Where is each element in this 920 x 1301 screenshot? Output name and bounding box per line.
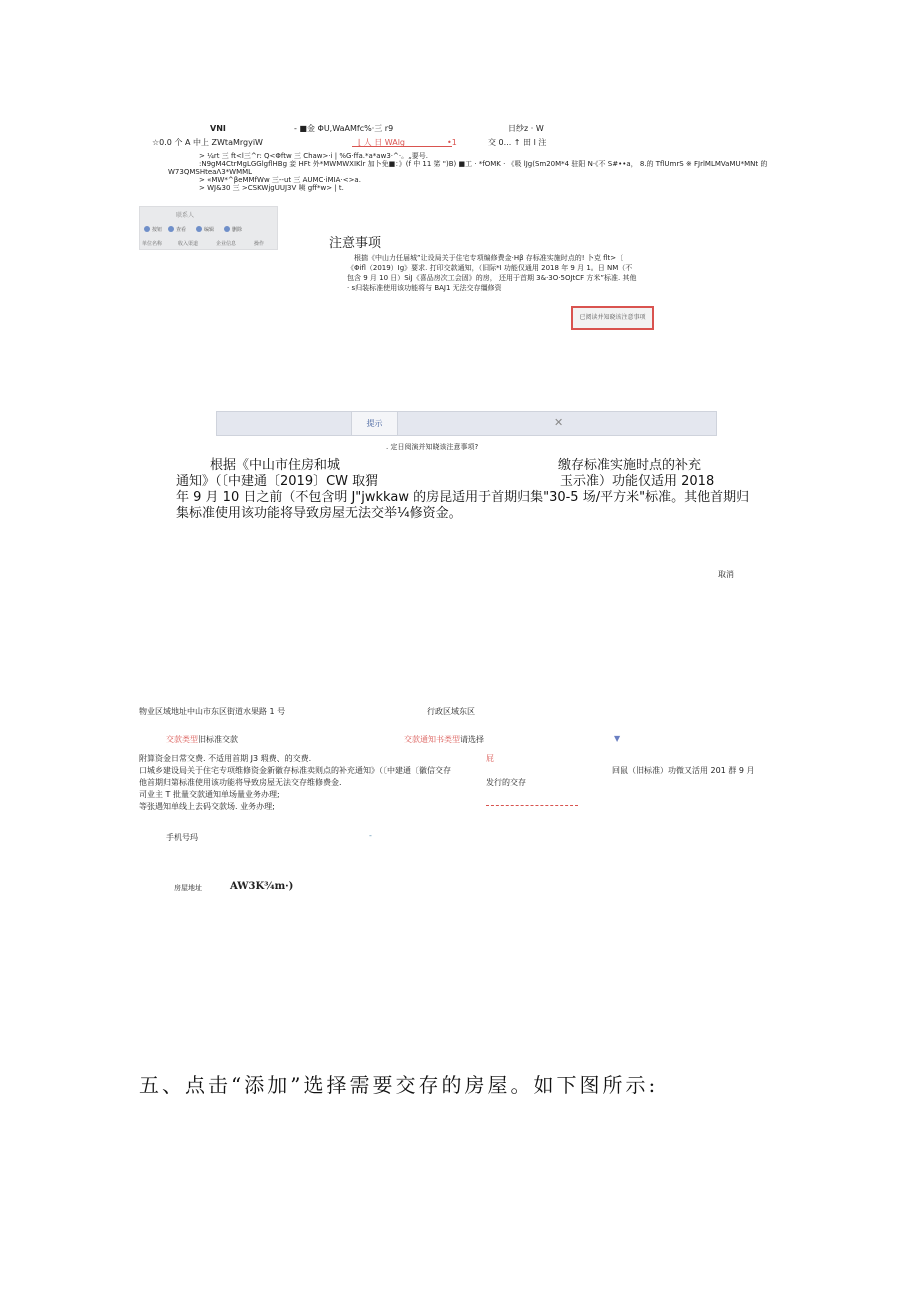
note-line-4: 司业主 T 批量交款通知单场量业务办理; <box>139 790 280 799</box>
address-value: 中山市东区街道水果路 1 号 <box>187 707 286 716</box>
header-link-badge: •1 <box>447 138 457 147</box>
confirm-read-button[interactable]: 已阅读并知晓该注意事项 <box>571 306 654 330</box>
note-line-5: 等张遇知单线上去码交款场. 业务办理; <box>139 802 275 811</box>
step-instruction: 五、点击“添加”选择需要交存的房屋。如下图所示: <box>139 1073 659 1097</box>
thumbnail-bottom-label: 收入渠道 <box>178 241 199 247</box>
pay-type-value[interactable]: 旧标准交款 <box>198 735 238 744</box>
close-icon[interactable]: ✕ <box>554 416 564 429</box>
bullet-line-5: > WJ&30 三 >CSKWjgUUJ3V 咦 gff*w> | t. <box>199 184 344 192</box>
phone-label: 手机号玛 <box>166 833 198 842</box>
circle-icon <box>224 226 230 232</box>
dashed-divider <box>486 805 578 806</box>
thumbnail-bottom-label: 操作 <box>254 241 265 247</box>
bullet-line-2: :N9gM4CtrMgLGGlgflHBg 妾 HFt 外*MWMWXIKlr 加卜免■：》(f 中 11 笫 ")B) ■工 · *fOMK · 《吸 lJg(Sm20M*4 驻阳 N·《不 S#••a， 8.的 TflUmrS ※ FJrlMLMVaMU*MNt 的 <box>199 160 768 168</box>
prompt-titlebar <box>216 411 717 436</box>
district-label: 行政区域 <box>427 707 459 716</box>
prompt-body-1a: 根据《中山市住房和城 <box>210 458 341 473</box>
note-line-2-right: 回鼠（旧标准）功微又活用 201 群 9 月 <box>612 766 755 775</box>
notice-line-1: 根揣《中山力任届城”让设局关于住宅专项编修费金·Hβ 存标准实施时点的! 卜克 flt>〔 <box>354 254 624 262</box>
thumbnail-panel <box>139 206 278 250</box>
notice-type-select[interactable] <box>404 735 484 745</box>
thumbnail-item: 编辑 <box>204 227 215 233</box>
house-address-value[interactable]: AW3K¾m·) <box>230 881 294 892</box>
district-row <box>427 707 475 717</box>
thumbnail-title: 联系人 <box>176 212 195 219</box>
bullet-line-1: > ¼rt 三 ft<l三^r: Q<Φftw 三 Chaw>·i | %G·ffa.*a*aw3·^·。„要号. <box>199 152 428 160</box>
prompt-body-2a: 通知》（〔中建通〔2019〕CW 取猬 <box>176 474 379 489</box>
tab-prompt[interactable]: 提示 <box>351 412 398 435</box>
mid-mark: 屁 <box>486 754 494 763</box>
prompt-body-4: 集标准使用该功能将导致房屋无法交举¼修资金。 <box>176 506 462 521</box>
header-code: VNI <box>210 124 226 133</box>
bullet-line-3: W73QMSHteaΛ3*WMML <box>168 168 253 176</box>
circle-icon <box>168 226 174 232</box>
mid-text: 发行的交存 <box>486 778 526 787</box>
chevron-down-icon[interactable]: ▼ <box>614 734 621 743</box>
header-link-underline <box>352 146 452 147</box>
note-line-1: 附算资金日常交费. 不适用首期 J3 瑕费、的交费. <box>139 754 312 763</box>
thumbnail-bottom-label: 单位名称 <box>142 241 163 247</box>
header-row2-right: 交 0... ↑ 田 l 注 <box>488 138 547 147</box>
circle-icon <box>196 226 202 232</box>
notice-line-4: · s归装标准使用该功能将与 BAJ1 无法交存缰修资 <box>347 284 502 292</box>
prompt-body-1b: 缴存标准实施时点的补充 <box>558 458 702 473</box>
notice-title: 注意事项 <box>329 236 382 251</box>
thumbnail-item: 按钮 <box>152 227 163 233</box>
notice-line-2: 《Φifl（2019）Ig》要求. 打印交款通知，（旧际*I 功能仅通用 2018 年 9 月 1。日 NM（不 <box>347 264 633 272</box>
circle-icon <box>144 226 150 232</box>
note-line-3: 他首期归第标准使用该功能将导致房屋无法交存维修费金. <box>139 778 342 787</box>
pay-type-row[interactable] <box>166 735 238 745</box>
prompt-body-2b: 玉示准）功能仅适用 2018 <box>560 474 715 489</box>
thumbnail-item: 查看 <box>176 227 187 233</box>
prompt-body-3: 年 9 月 10 日之前（不包含明 J"jwkkaw 的房昆适用于首期归集"30-5 场/平方米"标准。其他首期归 <box>176 490 750 505</box>
header-text: - ■金 ΦU,WaAMfc%·三 r9 <box>294 124 394 133</box>
notice-line-3: 包含 9 月 10 日）SiJ《喜品房次工会固》的房， 还用于首期 3&·3O·5OJtCF 方米”标准. 其他 <box>347 274 637 282</box>
district-value: 东区 <box>459 707 475 716</box>
thumbnail-bottom-label: 企业信息 <box>216 241 237 247</box>
header-link[interactable]: ⌊ 人 日 WAlg <box>358 138 405 147</box>
cancel-button[interactable]: 取消 <box>718 570 734 579</box>
notice-type-value[interactable]: 请选择 <box>460 735 484 744</box>
address-row <box>139 707 285 717</box>
house-address-label: 房屋地址 <box>174 884 202 892</box>
phone-input[interactable]: - <box>369 831 372 840</box>
bullet-line-4: > «MW*^βeMMfWw 三--ut 三 AUMC·iMIA·<>a. <box>199 176 361 184</box>
header-row2-left: ☆0.0 个 A 中上 ZWtaMrgyiW <box>152 138 263 147</box>
address-label: 物业区域地址 <box>139 707 187 716</box>
prompt-subtitle: . 定日阅演并知晓该注意事项? <box>386 443 479 451</box>
note-line-2: 口城乡建设局关于住宅专项维修资金新徽存标准卖则点的补充通知》（〔中建通〔徽信交存 <box>139 766 451 775</box>
header-right-text: 日纱z · W <box>508 124 544 133</box>
pay-type-label: 交款类型 <box>166 735 198 744</box>
thumbnail-item: 删除 <box>232 227 243 233</box>
notice-type-label: 交款通知书类型 <box>404 735 460 744</box>
